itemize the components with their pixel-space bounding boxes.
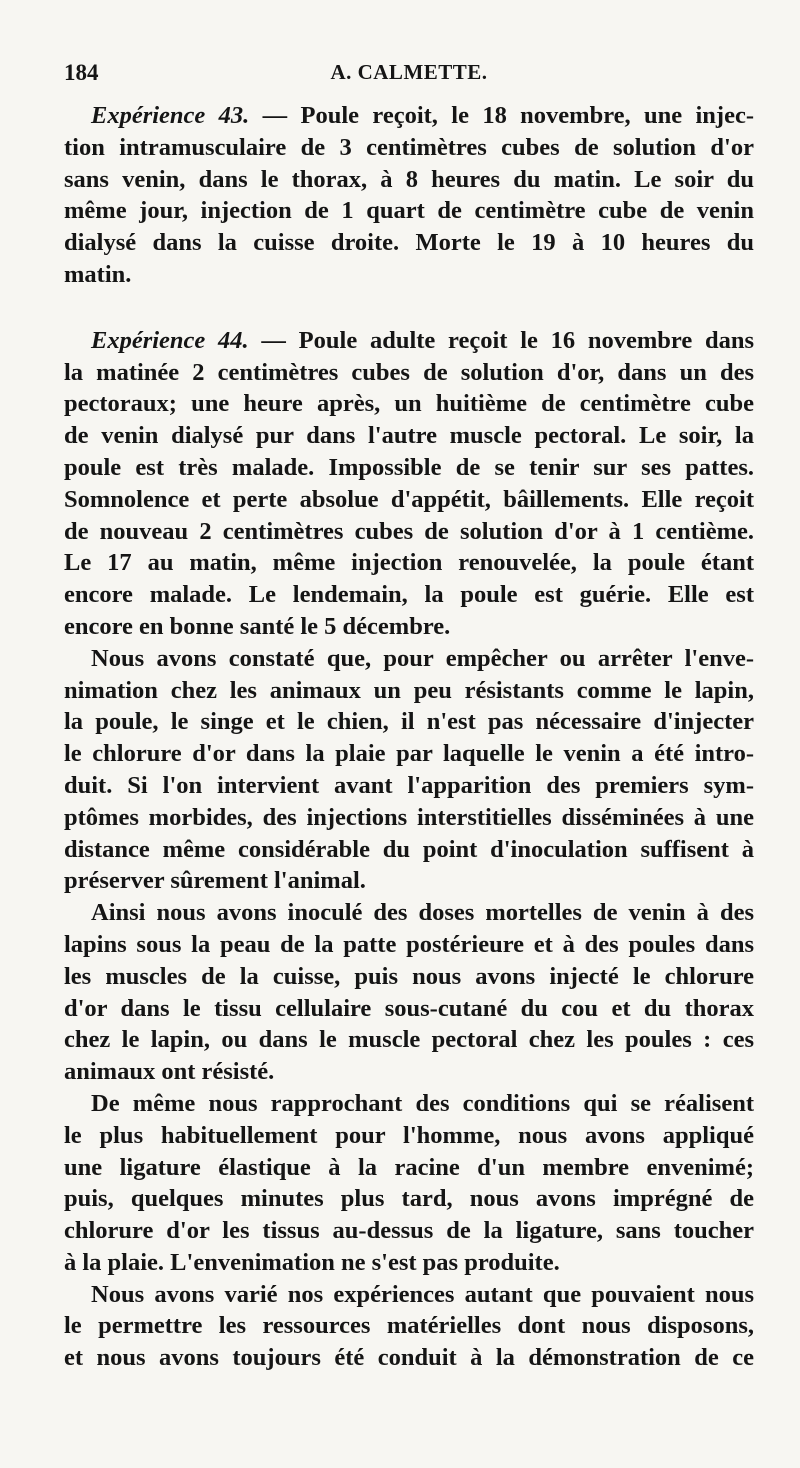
- experiment-43-line: sans venin, dans le thorax, à 8 heures du matin. Le soir du: [64, 165, 754, 193]
- paragraph-2-line: les muscles de la cuisse, puis nous avons injecté le chlorure: [64, 962, 754, 990]
- experiment-43-line: dialysé dans la cuisse droite. Morte le 19 à 10 heures du: [64, 229, 754, 257]
- experiment-44-line: Somnolence et perte absolue d'appétit, bâillements. Elle reçoit: [64, 485, 754, 513]
- paragraph-1-line: ptômes morbides, des injections interstitielles disséminées à une: [64, 803, 754, 831]
- experiment-44-line: la matinée 2 centimètres cubes de solution d'or, dans un des: [64, 358, 754, 386]
- experiment-43-line: même jour, injection de 1 quart de centimètre cube de venin: [64, 197, 754, 225]
- experiment-44-line: encore en bonne santé le 5 décembre.: [64, 612, 451, 640]
- paragraph-3-line: une ligature élastique à la racine d'un membre envenimé;: [64, 1153, 754, 1181]
- paragraph-2-line: chez le lapin, ou dans le muscle pectoral chez les poules : ces: [64, 1026, 754, 1054]
- experiment-44-line: de nouveau 2 centimètres cubes de solution d'or à 1 centième.: [64, 517, 754, 545]
- paragraph-3-line: De même nous rapprochant des conditions qui se réalisent: [91, 1089, 754, 1117]
- experiment-44-line: de venin dialysé pur dans l'autre muscle pectoral. Le soir, la: [64, 422, 754, 450]
- paragraph-1-line: distance même considérable du point d'inoculation suffisent à: [64, 835, 754, 863]
- experiment-43-label: Expérience 43.: [91, 102, 250, 129]
- running-title: A. CALMETTE.: [330, 60, 488, 84]
- experiment-44-line: encore malade. Le lendemain, la poule est guérie. Elle est: [64, 581, 754, 609]
- paragraph-1-line: la poule, le singe et le chien, il n'est pas nécessaire d'injecter: [64, 708, 754, 736]
- paragraph-3-line: le plus habituellement pour l'homme, nous avons appliqué: [64, 1121, 754, 1149]
- experiment-43-line: matin.: [64, 260, 132, 288]
- paragraph-4-line: et nous avons toujours été conduit à la démonstration de ce: [64, 1344, 754, 1372]
- paragraph-2-line: Ainsi nous avons inoculé des doses mortelles de venin à des: [91, 899, 754, 927]
- paragraph-2-line: animaux ont résisté.: [64, 1058, 275, 1086]
- paragraph-2-line: lapins sous la peau de la patte postérieure et à des poules dans: [64, 930, 754, 958]
- paragraph-3-line: chlorure d'or les tissus au-dessus de la ligature, sans toucher: [64, 1217, 754, 1245]
- paragraph-1-line: préserver sûrement l'animal.: [64, 867, 366, 895]
- body-text: [64, 100, 754, 1374]
- paragraph-4-line: Nous avons varié nos expériences autant que pouvaient nous: [91, 1280, 754, 1308]
- page-header: [64, 60, 754, 94]
- paragraph-4-line: le permettre les ressources matérielles dont nous disposons,: [64, 1312, 754, 1340]
- experiment-44-line: pectoraux; une heure après, un huitième de centimètre cube: [64, 390, 754, 418]
- experiment-43-line: tion intramusculaire de 3 centimètres cubes de solution d'or: [64, 133, 754, 161]
- section-gap: [64, 291, 754, 325]
- experiment-44-label: Expérience 44.: [91, 326, 249, 354]
- experiment-44-line: Le 17 au matin, même injection renouvelée, la poule étant: [64, 549, 754, 577]
- paragraph-1-line: Nous avons constaté que, pour empêcher ou arrêter l'enve-: [91, 644, 754, 672]
- paragraph-1-line: nimation chez les animaux un peu résistants comme le lapin,: [64, 676, 754, 704]
- page-number: 184: [64, 60, 99, 85]
- paragraph-1-line: le chlorure d'or dans la plaie par laquelle le venin a été intro-: [64, 740, 754, 768]
- paragraph-1-line: duit. Si l'on intervient avant l'apparition des premiers sym-: [64, 771, 754, 799]
- paragraph-2-line: d'or dans le tissu cellulaire sous-cutané du cou et du thorax: [64, 994, 754, 1022]
- paragraph-3-line: puis, quelques minutes plus tard, nous avons imprégné de: [64, 1185, 754, 1213]
- experiment-43-line-1: Expérience 43. — Poule reçoit, le 18 novembre, une injec-: [91, 102, 754, 129]
- experiment-44-line-1: Expérience 44. — Poule adulte reçoit le 16 novembre dans: [91, 326, 754, 354]
- experiment-44-line: poule est très malade. Impossible de se tenir sur ses pattes.: [64, 453, 754, 481]
- paragraph-3-line: à la plaie. L'envenimation ne s'est pas produite.: [64, 1248, 560, 1276]
